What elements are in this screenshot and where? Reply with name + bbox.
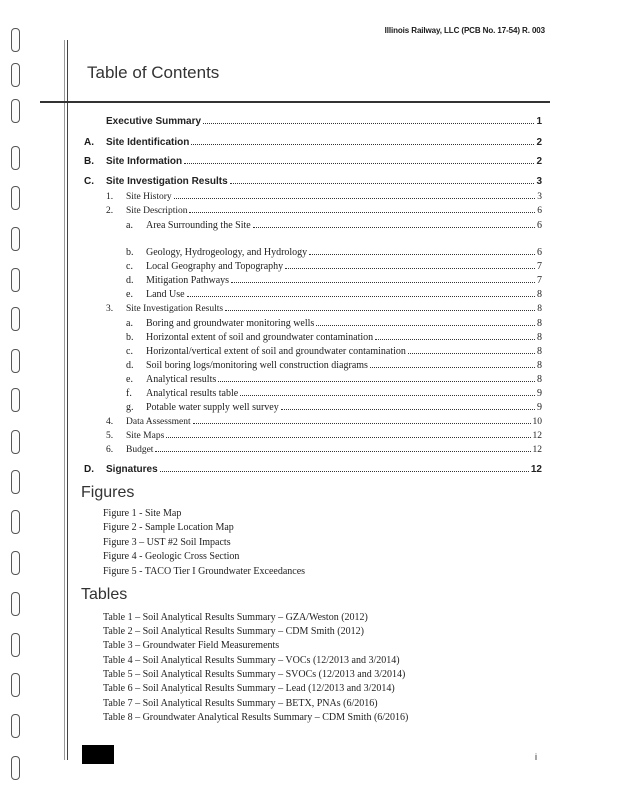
table-item: Table 5 – Soil Analytical Results Summary – SVOCs (12/2013 and 3/2014): [103, 669, 406, 680]
toc-page: 10: [532, 417, 542, 427]
margin-line: [67, 40, 68, 760]
toc-page: 12: [530, 464, 542, 475]
toc-sub-letter: a.: [126, 220, 133, 231]
toc-page: 6: [537, 247, 542, 258]
toc-label: Site Information: [106, 156, 183, 167]
toc-number: 2.: [106, 206, 114, 216]
binder-ring: [11, 470, 20, 494]
binder-ring: [11, 510, 20, 534]
toc-label: Site Investigation Results: [126, 304, 224, 314]
toc-entry-executive-summary[interactable]: [106, 116, 542, 127]
toc-letter: B.: [84, 156, 94, 167]
toc-entry-mitigation-pathways[interactable]: [146, 275, 542, 286]
table-item: Table 4 – Soil Analytical Results Summary – VOCs (12/2013 and 3/2014): [103, 655, 400, 666]
toc-page: 8: [537, 289, 542, 300]
toc-sub-letter: f.: [126, 388, 132, 399]
table-item: Table 1 – Soil Analytical Results Summary – GZA/Weston (2012): [103, 612, 368, 623]
toc-label: Mitigation Pathways: [146, 275, 230, 286]
toc-number: 1.: [106, 192, 114, 202]
binder-ring: [11, 430, 20, 454]
toc-label: Site Identification: [106, 137, 190, 148]
figure-item: Figure 3 – UST #2 Soil Impacts: [103, 537, 231, 548]
toc-label: Site History: [126, 192, 172, 202]
title-rule: [40, 101, 550, 103]
toc-page: 1: [536, 116, 542, 127]
toc-label: Budget: [126, 445, 154, 455]
leader-dots: [225, 309, 535, 311]
margin-line: [64, 40, 65, 760]
page-title: Table of Contents: [87, 63, 220, 82]
toc-label: Horizontal/vertical extent of soil and groundwater contamination: [146, 346, 406, 357]
leader-dots: [187, 295, 535, 297]
toc-page: 8: [537, 318, 542, 329]
leader-dots: [370, 366, 535, 368]
leader-dots: [375, 338, 535, 340]
table-item: Table 7 – Soil Analytical Results Summary – BETX, PNAs (6/2016): [103, 698, 378, 709]
toc-label: Geology, Hydrogeology, and Hydrology: [146, 247, 308, 258]
page-number: i: [535, 752, 537, 762]
toc-page: 6: [537, 206, 542, 216]
toc-label: Analytical results table: [146, 388, 239, 399]
toc-sub-letter: d.: [126, 360, 134, 371]
redaction-box: [82, 745, 114, 764]
toc-entry-analytical-results[interactable]: [146, 374, 542, 385]
binder-ring: [11, 756, 20, 780]
table-item: Table 8 – Groundwater Analytical Results Summary – CDM Smith (6/2016): [103, 712, 409, 723]
toc-entry-site-information[interactable]: [106, 156, 542, 167]
toc-page: 3: [537, 192, 542, 202]
binder-ring: [11, 268, 20, 292]
toc-entry-horizontal-extent[interactable]: [146, 332, 542, 343]
figure-item: Figure 4 - Geologic Cross Section: [103, 551, 240, 562]
toc-entry-site-history[interactable]: [126, 192, 542, 202]
leader-dots: [189, 211, 535, 213]
toc-entry-site-identification[interactable]: [106, 137, 542, 148]
toc-sub-letter: c.: [126, 261, 133, 272]
binder-ring: [11, 592, 20, 616]
binder-ring: [11, 388, 20, 412]
toc-sub-letter: a.: [126, 318, 133, 329]
binder-ring: [11, 146, 20, 170]
leader-dots: [203, 122, 534, 124]
toc-label: Site Maps: [126, 431, 165, 441]
leader-dots: [155, 450, 530, 452]
toc-page: 6: [537, 220, 542, 231]
toc-number: 6.: [106, 445, 114, 455]
toc-label: Data Assessment: [126, 417, 191, 427]
toc-sub-letter: c.: [126, 346, 133, 357]
toc-label: Signatures: [106, 464, 158, 475]
toc-entry-budget[interactable]: [126, 445, 542, 455]
figures-heading: Figures: [81, 484, 135, 501]
toc-entry-potable-water[interactable]: [146, 402, 542, 413]
table-item: Table 6 – Soil Analytical Results Summary – Lead (12/2013 and 3/2014): [103, 683, 395, 694]
leader-dots: [184, 162, 534, 164]
toc-label: Soil boring logs/monitoring well construction diagrams: [146, 360, 368, 371]
toc-letter: A.: [84, 137, 94, 148]
toc-entry-site-maps[interactable]: [126, 431, 542, 441]
toc-page: 7: [537, 261, 542, 272]
binder-ring: [11, 633, 20, 657]
toc-label: Executive Summary: [106, 116, 202, 127]
toc-entry-geology[interactable]: [146, 247, 542, 258]
table-item: Table 2 – Soil Analytical Results Summary – CDM Smith (2012): [103, 626, 364, 637]
leader-dots: [408, 352, 535, 354]
figure-item: Figure 5 - TACO Tier I Groundwater Exceedances: [103, 566, 306, 577]
toc-entry-site-investigation-results[interactable]: [106, 176, 542, 187]
figure-item: Figure 1 - Site Map: [103, 508, 182, 519]
leader-dots: [230, 182, 535, 184]
toc-label: Potable water supply well survey: [146, 402, 279, 413]
table-item: Table 3 – Groundwater Field Measurements: [103, 640, 280, 651]
binder-ring: [11, 673, 20, 697]
toc-label: Site Description: [126, 206, 188, 216]
binder-ring: [11, 63, 20, 87]
toc-page: 2: [536, 156, 542, 167]
leader-dots: [253, 226, 535, 228]
toc-label: Boring and groundwater monitoring wells: [146, 318, 315, 329]
toc-label: Horizontal extent of soil and groundwater contamination: [146, 332, 374, 343]
leader-dots: [218, 380, 535, 382]
binder-ring: [11, 307, 20, 331]
leader-dots: [281, 408, 535, 410]
toc-entry-boring-wells[interactable]: [146, 318, 542, 329]
leader-dots: [285, 267, 535, 269]
toc-page: 8: [537, 374, 542, 385]
leader-dots: [193, 422, 531, 424]
binder-spiral: [0, 0, 30, 800]
toc-sub-letter: e.: [126, 289, 133, 300]
toc-entry-analytical-results-table[interactable]: [146, 388, 542, 399]
toc-entry-area-surrounding[interactable]: [146, 220, 542, 231]
toc-page: 8: [537, 332, 542, 343]
binder-ring: [11, 349, 20, 373]
toc-entry-local-geography[interactable]: [146, 261, 542, 272]
binder-ring: [11, 99, 20, 123]
toc-entry-boring-logs[interactable]: [146, 360, 542, 371]
toc-sub-letter: g.: [126, 402, 134, 413]
toc-label: Site Investigation Results: [106, 176, 228, 187]
binder-ring: [11, 28, 20, 52]
toc-sub-letter: e.: [126, 374, 133, 385]
toc-letter: C.: [84, 176, 94, 187]
toc-entry-land-use[interactable]: [146, 289, 542, 300]
toc-number: 4.: [106, 417, 114, 427]
leader-dots: [160, 470, 529, 472]
leader-dots: [316, 324, 535, 326]
leader-dots: [166, 436, 530, 438]
binder-ring: [11, 714, 20, 738]
toc-page: 7: [537, 275, 542, 286]
toc-label: Analytical results: [146, 374, 217, 385]
toc-number: 5.: [106, 431, 114, 441]
binder-ring: [11, 227, 20, 251]
figure-item: Figure 2 - Sample Location Map: [103, 522, 234, 533]
binder-ring: [11, 551, 20, 575]
toc-sub-letter: b.: [126, 247, 134, 258]
toc-page: 12: [532, 445, 542, 455]
leader-dots: [309, 253, 535, 255]
toc-entry-site-description[interactable]: [126, 206, 542, 216]
toc-page: 2: [536, 137, 542, 148]
toc-entry-data-assessment[interactable]: [126, 417, 542, 427]
document-reference: Illinois Railway, LLC (PCB No. 17-54) R. 003: [384, 26, 545, 35]
leader-dots: [240, 394, 535, 396]
binder-ring: [11, 186, 20, 210]
toc-page: 8: [537, 346, 542, 357]
toc-page: 3: [536, 176, 542, 187]
toc-sub-letter: b.: [126, 332, 134, 343]
toc-page: 8: [537, 304, 542, 314]
toc-page: 12: [532, 431, 542, 441]
toc-label: Land Use: [146, 289, 185, 300]
toc-label: Local Geography and Topography: [146, 261, 284, 272]
leader-dots: [191, 143, 534, 145]
toc-entry-site-investigation-results-sub[interactable]: [126, 304, 542, 314]
toc-entry-horizontal-vertical-extent[interactable]: [146, 346, 542, 357]
toc-label: Area Surrounding the Site: [146, 220, 251, 231]
tables-heading: Tables: [81, 586, 128, 603]
toc-sub-letter: d.: [126, 275, 134, 286]
leader-dots: [174, 197, 536, 199]
toc-letter: D.: [84, 464, 94, 475]
toc-number: 3.: [106, 304, 114, 314]
toc-entry-signatures[interactable]: [106, 464, 542, 475]
toc-page: 9: [537, 388, 542, 399]
toc-page: 8: [537, 360, 542, 371]
toc-page: 9: [537, 402, 542, 413]
leader-dots: [231, 281, 535, 283]
